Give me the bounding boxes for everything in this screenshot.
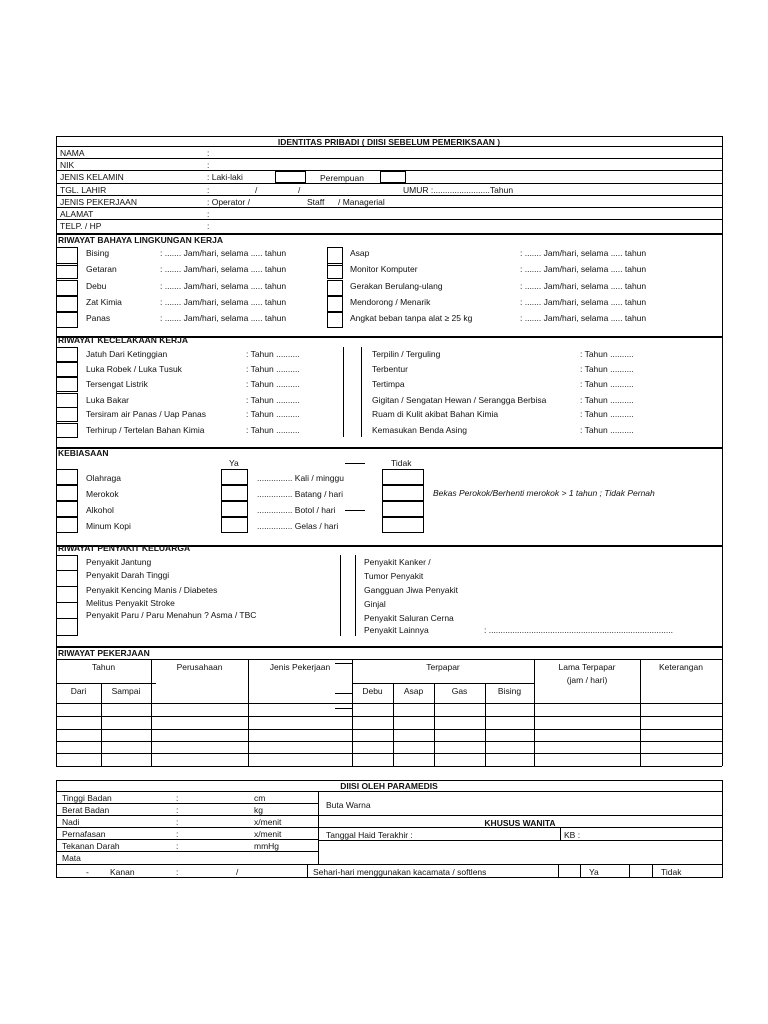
- kacamata-ya-checkbox[interactable]: [558, 864, 581, 878]
- hazard-duration-left: : ....... Jam/hari, selama ..... tahun: [160, 313, 287, 323]
- asap-header: Asap: [403, 686, 424, 696]
- accident-item-right: Ruam di Kulit akibat Bahan Kimia: [372, 409, 499, 419]
- accident-item-right: Gigitan / Sengatan Hewan / Serangga Berbisa: [372, 395, 547, 405]
- umur-field: UMUR :........................Tahun: [403, 185, 514, 195]
- form-border-right: [722, 336, 723, 448]
- ya-column-header: Ya: [229, 458, 239, 468]
- identity-field-label: JENIS PEKERJAAN: [60, 197, 137, 207]
- paramedic-line: [318, 815, 722, 816]
- family-disease-left: Melitus Penyakit Stroke: [86, 598, 175, 608]
- paramedic-bottom-line: [56, 877, 722, 878]
- hazard-duration-right: : ....... Jam/hari, selama ..... tahun: [520, 264, 647, 274]
- accident-item-right: Tertimpa: [372, 379, 405, 389]
- family-disease-left: Penyakit Paru / Paru Menahun ? Asma / TBC: [86, 610, 257, 620]
- family-checkbox-line: [56, 586, 78, 587]
- habit-frequency: ............... Botol / hari: [257, 505, 336, 515]
- hazard-item-right: Asap: [350, 248, 370, 258]
- accident-item-left: Tersengat Listrik: [86, 379, 148, 389]
- identity-field-label: NIK: [60, 160, 75, 170]
- work-subheader-line: [56, 683, 156, 684]
- work-col: [248, 659, 249, 766]
- family-divider: [355, 555, 356, 636]
- habit-ya-checkbox[interactable]: [221, 517, 248, 533]
- work-col: [352, 659, 353, 766]
- vital-unit: mmHg: [254, 841, 280, 851]
- identity-row-line: [56, 219, 722, 220]
- laki-laki-checkbox[interactable]: [275, 171, 306, 183]
- family-divider: [340, 555, 341, 636]
- paramedic-divider: [318, 791, 319, 865]
- habit-ya-checkbox[interactable]: [221, 501, 248, 517]
- family-disease-left: Penyakit Darah Tinggi: [86, 570, 170, 580]
- vital-row-line: [56, 839, 318, 840]
- hazard-duration-left: : ....... Jam/hari, selama ..... tahun: [160, 281, 287, 291]
- identity-field-label: TGL. LAHIR: [60, 185, 107, 195]
- vital-separator: :: [176, 841, 179, 851]
- work-header-line: [56, 659, 722, 660]
- accident-checkbox[interactable]: [56, 347, 78, 362]
- hazard-checkbox[interactable]: [56, 312, 78, 328]
- accident-checkbox[interactable]: [56, 377, 78, 392]
- hazard-duration-right: : ....... Jam/hari, selama ..... tahun: [520, 281, 647, 291]
- work-section-title: RIWAYAT PEKERJAAN: [58, 648, 150, 658]
- habit-tidak-checkbox[interactable]: [382, 469, 424, 485]
- family-checkbox-line: [56, 618, 78, 619]
- hazard-checkbox[interactable]: [327, 263, 343, 279]
- family-disease-right: Tumor Penyakit: [364, 571, 424, 581]
- accident-divider: [361, 347, 362, 437]
- identity-field-value: :: [207, 209, 210, 219]
- hazard-duration-left: : ....... Jam/hari, selama ..... tahun: [160, 248, 287, 258]
- form-border-right: [722, 233, 723, 336]
- managerial-option: / Managerial: [338, 197, 385, 207]
- sampai-header: Sampai: [111, 686, 141, 696]
- identity-field-value: :: [207, 221, 210, 231]
- accident-year-right: : Tahun ..........: [580, 409, 634, 419]
- hazard-item-left: Panas: [86, 313, 111, 323]
- kacamata-ya-label: Ya: [589, 867, 599, 877]
- lama-terpapar-header: Lama Terpapar: [558, 662, 616, 672]
- form-border-right: [722, 780, 723, 878]
- habit-ya-checkbox[interactable]: [221, 485, 248, 501]
- dash-line: [345, 463, 365, 464]
- perempuan-label: Perempuan: [320, 173, 364, 183]
- work-table-bottom: [56, 766, 722, 767]
- terpapar-header: Terpapar: [426, 662, 460, 672]
- paramedic-line: [318, 840, 722, 841]
- vital-unit: x/menit: [254, 829, 282, 839]
- haid-label: Tanggal Haid Terakhir :: [326, 830, 413, 840]
- identity-row-line: [56, 146, 722, 147]
- mata-kanan-dash: -: [86, 867, 89, 877]
- habit-item: Olahraga: [86, 473, 121, 483]
- paramedic-section-title: DIISI OLEH PARAMEDIS: [340, 781, 438, 791]
- dash-line: [345, 510, 365, 511]
- accident-checkbox[interactable]: [56, 393, 78, 408]
- family-disease-right: Gangguan Jiwa Penyakit: [364, 585, 459, 595]
- hazard-section-title: RIWAYAT BAHAYA LINGKUNGAN KERJA: [58, 235, 223, 245]
- perempuan-checkbox[interactable]: [380, 171, 406, 183]
- dari-header: Dari: [70, 686, 87, 696]
- tahun-header: Tahun: [91, 662, 116, 672]
- vital-row-line: [56, 851, 318, 852]
- identity-field-value: :: [207, 148, 210, 158]
- family-section-title: RIWAYAT PENYAKIT KELUARGA: [58, 543, 191, 553]
- form-border-right: [722, 646, 723, 766]
- identity-field-value: : Operator /: [207, 197, 250, 207]
- hazard-item-left: Zat Kimia: [86, 297, 122, 307]
- vital-label: Nadi: [62, 817, 80, 827]
- accident-year-right: : Tahun ..........: [580, 395, 634, 405]
- hazard-duration-right: : ....... Jam/hari, selama ..... tahun: [520, 313, 647, 323]
- tgl-lahir-separator: /: [298, 185, 301, 195]
- family-checkbox-line: [56, 570, 78, 571]
- vital-label: Tinggi Badan: [62, 793, 112, 803]
- hazard-checkbox[interactable]: [327, 312, 343, 328]
- habit-tidak-checkbox[interactable]: [382, 501, 424, 517]
- accident-year-left: : Tahun ..........: [246, 364, 300, 374]
- vital-label: Pernafasan: [62, 829, 106, 839]
- hazard-duration-left: : ....... Jam/hari, selama ..... tahun: [160, 297, 287, 307]
- kacamata-tidak-checkbox[interactable]: [629, 864, 653, 878]
- perusahaan-header: Perusahaan: [176, 662, 223, 672]
- family-checkbox-column[interactable]: [56, 555, 78, 636]
- staff-option: Staff: [307, 197, 325, 207]
- vital-unit: kg: [254, 805, 263, 815]
- accident-year-left: : Tahun ..........: [246, 395, 300, 405]
- buta-warna-label: Buta Warna: [326, 800, 371, 810]
- accident-item-left: Tersiram air Panas / Uap Panas: [86, 409, 206, 419]
- work-table-row: [56, 729, 722, 730]
- hazard-item-right: Angkat beban tanpa alat ≥ 25 kg: [350, 313, 473, 323]
- accident-year-right: : Tahun ..........: [580, 364, 634, 374]
- habit-checkbox[interactable]: [56, 501, 78, 517]
- hazard-checkbox[interactable]: [56, 296, 78, 312]
- vital-row-line: [56, 803, 318, 804]
- work-col: [640, 659, 641, 766]
- vital-separator: :: [176, 817, 179, 827]
- khusus-wanita-label: KHUSUS WANITA: [484, 818, 556, 828]
- accident-year-right: : Tahun ..........: [580, 379, 634, 389]
- habit-tidak-checkbox[interactable]: [382, 517, 424, 533]
- identity-row-line: [56, 195, 722, 196]
- accident-divider: [343, 347, 344, 437]
- accident-year-right: : Tahun ..........: [580, 349, 634, 359]
- vital-row-line: [56, 815, 318, 816]
- hazard-item-left: Bising: [86, 248, 110, 258]
- bising-header: Bising: [497, 686, 522, 696]
- habit-frequency: ............... Batang / hari: [257, 489, 343, 499]
- hazard-item-right: Mendorong / Menarik: [350, 297, 431, 307]
- hazard-checkbox[interactable]: [327, 280, 343, 296]
- accident-checkbox[interactable]: [56, 407, 78, 422]
- family-disease-right: Penyakit Kanker /: [364, 557, 431, 567]
- keterangan-header: Keterangan: [659, 662, 703, 672]
- family-disease-left: Penyakit Kencing Manis / Diabetes: [86, 585, 218, 595]
- accident-checkbox[interactable]: [56, 362, 78, 377]
- vital-label: Mata: [62, 853, 81, 863]
- vital-label: Berat Badan: [62, 805, 110, 815]
- habit-item: Alkohol: [86, 505, 114, 515]
- identity-field-value: :: [207, 160, 210, 170]
- hazard-item-right: Monitor Komputer: [350, 264, 418, 274]
- hazard-duration-right: : ....... Jam/hari, selama ..... tahun: [520, 248, 647, 258]
- paramedic-line: [318, 827, 722, 828]
- work-table-row: [56, 741, 722, 742]
- section-divider: [56, 646, 722, 648]
- accident-year-left: : Tahun ..........: [246, 379, 300, 389]
- habit-frequency: ............... Kali / minggu: [257, 473, 344, 483]
- accident-item-right: Kemasukan Benda Asing: [372, 425, 467, 435]
- mata-kanan-label: Kanan: [110, 867, 135, 877]
- habit-checkbox[interactable]: [56, 517, 78, 533]
- family-checkbox-line: [56, 602, 78, 603]
- form-border-right: [722, 447, 723, 545]
- form-border-right: [722, 136, 723, 233]
- dash-line: [335, 693, 353, 694]
- habit-checkbox[interactable]: [56, 485, 78, 501]
- accident-item-right: Terpilin / Terguling: [372, 349, 441, 359]
- habit-frequency: ............... Gelas / hari: [257, 521, 339, 531]
- family-disease-right: Ginjal: [364, 599, 386, 609]
- jenis-pekerjaan-header: Jenis Pekerjaan: [269, 662, 331, 672]
- accident-item-right: Terbentur: [372, 364, 408, 374]
- dash-line: [335, 708, 353, 709]
- work-table-row: [56, 753, 722, 754]
- vital-unit: x/menit: [254, 817, 282, 827]
- kb-divider: [560, 827, 561, 840]
- vital-separator: :: [176, 793, 179, 803]
- work-table-row: [56, 703, 722, 704]
- habit-ya-checkbox[interactable]: [221, 469, 248, 485]
- habit-checkbox[interactable]: [56, 469, 78, 485]
- family-disease-right: Penyakit Lainnya: [364, 625, 429, 635]
- paramedic-line: [56, 864, 722, 865]
- tgl-lahir-separator: /: [255, 185, 258, 195]
- tidak-column-header: Tidak: [391, 458, 412, 468]
- work-table-row: [56, 716, 722, 717]
- hazard-duration-left: : ....... Jam/hari, selama ..... tahun: [160, 264, 287, 274]
- accident-item-left: Luka Bakar: [86, 395, 129, 405]
- hazard-item-left: Debu: [86, 281, 107, 291]
- kacamata-tidak-label: Tidak: [661, 867, 682, 877]
- ex-smoker-note: Bekas Perokok/Berhenti merokok > 1 tahun ; Tidak Pernah: [433, 488, 655, 498]
- accident-section-title: RIWAYAT KECELAKAAN KERJA: [58, 335, 189, 345]
- lainnya-fill-line: : ..............................................................................: [484, 625, 673, 635]
- identity-field-label: TELP. / HP: [60, 221, 102, 231]
- identity-row-line: [56, 158, 722, 159]
- work-col: [151, 659, 152, 766]
- family-disease-right: Penyakit Saluran Cerna: [364, 613, 454, 623]
- identity-field-label: ALAMAT: [60, 209, 94, 219]
- vital-row-line: [56, 827, 318, 828]
- hazard-checkbox[interactable]: [327, 296, 343, 312]
- paramedic-header-line: [56, 791, 722, 792]
- habit-tidak-checkbox[interactable]: [382, 485, 424, 501]
- mata-kanan-separator: :: [176, 867, 179, 877]
- habit-item: Minum Kopi: [86, 521, 131, 531]
- identity-field-value: : Laki-laki: [207, 172, 243, 182]
- vital-label: Tekanan Darah: [62, 841, 120, 851]
- hazard-item-left: Getaran: [86, 264, 117, 274]
- form-border-right: [722, 545, 723, 647]
- accident-checkbox[interactable]: [56, 423, 78, 438]
- lama-terpapar-unit: (jam / hari): [566, 675, 608, 685]
- debu-header: Debu: [362, 686, 383, 696]
- hazard-checkbox[interactable]: [56, 263, 78, 279]
- work-subheader-line: [352, 683, 534, 684]
- accident-item-left: Jatuh Dari Ketinggian: [86, 349, 168, 359]
- family-disease-left: Penyakit Jantung: [86, 557, 152, 567]
- accident-year-left: : Tahun ..........: [246, 425, 300, 435]
- hazard-duration-right: : ....... Jam/hari, selama ..... tahun: [520, 297, 647, 307]
- identity-row-line: [56, 183, 722, 184]
- habits-section-title: KEBIASAAN: [58, 448, 109, 458]
- hazard-checkbox[interactable]: [56, 280, 78, 296]
- vital-separator: :: [176, 805, 179, 815]
- vital-separator: :: [176, 829, 179, 839]
- identity-field-label: NAMA: [60, 148, 85, 158]
- hazard-item-right: Gerakan Berulang-ulang: [350, 281, 443, 291]
- identity-field-value: :: [207, 185, 210, 195]
- accident-year-right: : Tahun ..........: [580, 425, 634, 435]
- habit-item: Merokok: [86, 489, 119, 499]
- mata-kanan-slash: /: [236, 867, 239, 877]
- gas-header: Gas: [451, 686, 468, 696]
- accident-year-left: : Tahun ..........: [246, 409, 300, 419]
- kacamata-divider: [307, 864, 308, 878]
- identity-section-title: IDENTITAS PRIBADI ( DIISI SEBELUM PEMERIKSAAN ): [277, 137, 501, 147]
- identity-row-line: [56, 207, 722, 208]
- accident-item-left: Terhirup / Tertelan Bahan Kimia: [86, 425, 205, 435]
- kb-label: KB :: [564, 830, 581, 840]
- identity-field-label: JENIS KELAMIN: [60, 172, 124, 182]
- section-divider: [56, 447, 722, 449]
- accident-year-left: : Tahun ..........: [246, 349, 300, 359]
- vital-unit: cm: [254, 793, 266, 803]
- kacamata-question: Sehari-hari menggunakan kacamata / softlens: [313, 867, 487, 877]
- accident-item-left: Luka Robek / Luka Tusuk: [86, 364, 182, 374]
